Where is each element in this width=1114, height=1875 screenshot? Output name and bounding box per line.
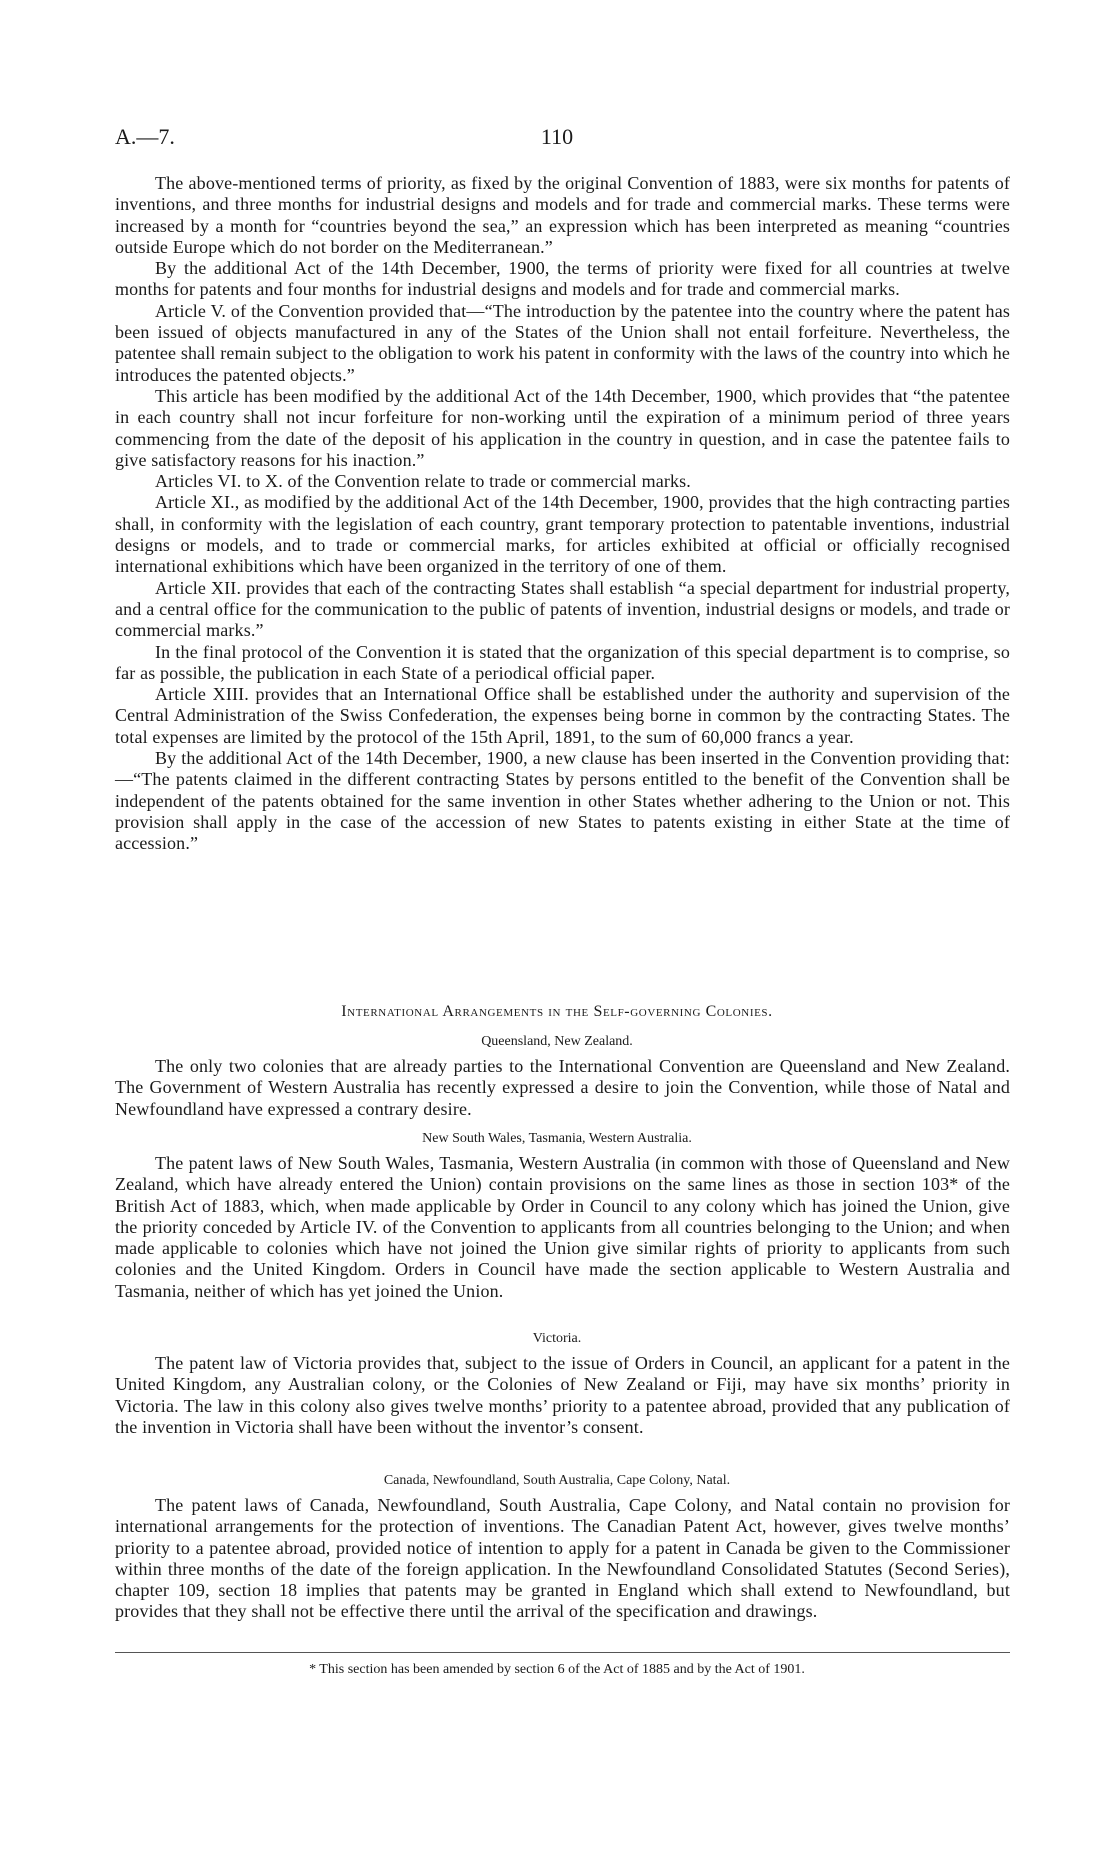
paragraph: This article has been modified by the additional Act of the 14th December, 1900, which provides that “the patentee in each country shall not incur forfeiture for non-working until the expiration of a minimum period of three years commencing from the date of the deposit of his application in the country in question, and in case the patentee fails to give satisfactory reasons for his inaction.” bbox=[115, 385, 1010, 470]
subsection-heading: Canada, Newfoundland, South Australia, Cape Colony, Natal. bbox=[383, 1473, 731, 1488]
document-reference: A.—7. bbox=[115, 124, 175, 149]
subsection-heading: New South Wales, Tasmania, Western Australia. bbox=[422, 1131, 692, 1146]
convention-section bbox=[115, 173, 1010, 855]
paragraph: Article XIII. provides that an International Office shall be established under the authority and supervision of the Central Administration of the Swiss Confederation, the expenses being borne in common by the contracting States. The total expenses are limited by the protocol of the 15th April, 1891, to the sum of 60,000 francs a year. bbox=[115, 684, 1010, 747]
paragraph: By the additional Act of the 14th December, 1900, a new clause has been inserted in the Convention providing that:—“The patents claimed in the different contracting States by persons entitled to the benefit of the Convention shall be independent of the patents obtained for the same invention in other States whether adhering to the Union or not. This provision shall apply in the case of the accession of new States to patents existing in either State at the time of accession.” bbox=[115, 748, 1010, 854]
paragraph: Article XII. provides that each of the contracting States shall establish “a special department for industrial property, and a central office for the communication to the public of patents of invention, industrial designs or models, and trade or commercial marks.” bbox=[115, 577, 1010, 641]
paragraph: Article V. of the Convention provided that—“The introduction by the patentee into the country where the patent has been issued of objects manufactured in any of the States of the Union shall not entail forfeiture. Nevertheless, the patentee shall remain subject to the obligation to work his patent in conformity with the laws of the country into which he introduces the patented objects.” bbox=[115, 300, 1010, 385]
paragraph: The patent laws of New South Wales, Tasmania, Western Australia (in common with those of Queensland and New Zealand, which have already entered the Union) contain provisions on the same lines as those in section 103* of the British Act of 1883, which, when made applicable by Order in Council to any colony which has joined the Union, give the priority conceded by Article IV. of the Convention to applicants from all countries belonging to the Union; and when made applicable to colonies which have not joined the Union give similar rights of priority to applicants from such colonies and the United Kingdom. Orders in Council have made the section applicable to Western Australia and Tasmania, neither of which has yet joined the Union. bbox=[115, 1153, 1010, 1301]
paragraph: The only two colonies that are already parties to the International Convention are Queensland and New Zealand. The Government of Western Australia has recently expressed a desire to join the Convention, while those of Natal and Newfoundland have expressed a contrary desire. bbox=[115, 1056, 1010, 1119]
paragraph: Articles VI. to X. of the Convention relate to trade or commercial marks. bbox=[155, 471, 691, 492]
subsection-body bbox=[115, 1056, 1010, 1120]
paragraph: By the additional Act of the 14th December, 1900, the terms of priority were fixed for all countries at twelve months for patents and four months for industrial designs and models and for trade and commercial marks. bbox=[115, 258, 1010, 300]
subsection-heading: Victoria. bbox=[532, 1331, 582, 1346]
subsection-heading: Queensland, New Zealand. bbox=[481, 1034, 633, 1049]
paragraph: The above-mentioned terms of priority, as fixed by the original Convention of 1883, were six months for patents of inventions, and three months for industrial designs and models and for trade and commercial marks. These terms were increased by a month for “countries beyond the sea,” an expression which has been interpreted as meaning “countries outside Europe which do not border on the Mediterranean.” bbox=[115, 173, 1010, 257]
footnote-divider bbox=[115, 1652, 1010, 1653]
paragraph: The patent law of Victoria provides that, subject to the issue of Orders in Council, an applicant for a patent in the United Kingdom, any Australian colony, or the Colonies of New Zealand or Fiji, may have six months’ priority in Victoria. The law in this colony also gives twelve months’ priority to a patentee abroad, provided that any publication of the invention in Victoria shall have been without the inventor’s consent. bbox=[115, 1353, 1010, 1437]
subsection-body bbox=[115, 1495, 1010, 1623]
page-number: 110 bbox=[540, 124, 574, 149]
paragraph: Article XI., as modified by the additional Act of the 14th December, 1900, provides that the high contracting parties shall, in conformity with the legislation of each country, grant temporary protection to patentable inventions, industrial designs or models, and to trade or commercial marks, for articles exhibited at official or officially recognised international exhibitions which have been organized in the territory of one of them. bbox=[115, 492, 1010, 577]
section-title: International Arrangements in the Self-governing Colonies. bbox=[341, 1003, 773, 1020]
subsection-body bbox=[115, 1353, 1010, 1438]
paragraph: The patent laws of Canada, Newfoundland, South Australia, Cape Colony, and Natal contain no provision for international arrangements for the protection of inventions. The Canadian Patent Act, however, gives twelve months’ priority to a patentee abroad, provided notice of intention to apply for a patent in Canada be given to the Commissioner within three months of the date of the foreign application. In the Newfoundland Consolidated Statutes (Second Series), chapter 109, section 18 implies that patents may be granted in England which shall extend to Newfoundland, but provides that they shall not be effective there until the arrival of the specification and drawings. bbox=[115, 1495, 1010, 1622]
footnote: * This section has been amended by section 6 of the Act of 1885 and by the Act of 1901. bbox=[309, 1662, 805, 1677]
paragraph: In the final protocol of the Convention it is stated that the organization of this special department is to comprise, so far as possible, the publication in each State of a periodical official paper. bbox=[115, 641, 1010, 683]
subsection-body bbox=[115, 1153, 1010, 1302]
